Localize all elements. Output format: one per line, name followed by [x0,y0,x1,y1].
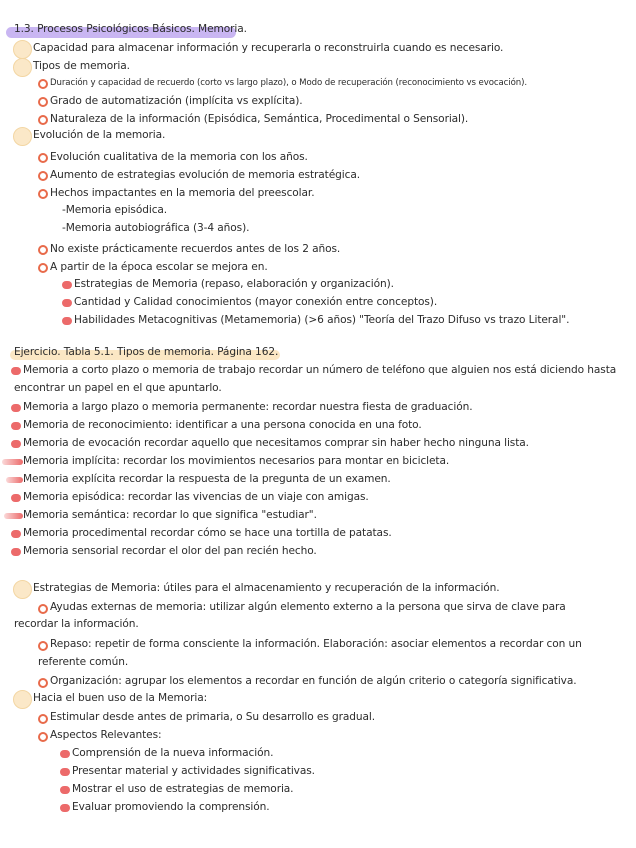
list-item: Memoria de reconocimiento: identificar a una persona conocida en una foto. [23,419,422,431]
bullet-dot-icon [38,245,48,255]
bullet-ring-icon [13,40,32,59]
note-line: -Memoria autobiográfica (3-4 años). [62,222,250,234]
bullet-dot-icon [38,171,48,181]
list-item: Comprensión de la nueva información. [72,747,274,759]
exercise-title: Ejercicio. Tabla 5.1. Tipos de memoria. Página 162. [14,346,279,358]
list-item: Cantidad y Calidad conocimientos (mayor conexión entre conceptos). [74,296,438,308]
bullet-pill-icon [11,548,21,556]
bullet-pill-icon [62,281,72,289]
bullet-dot-icon [38,115,48,125]
list-item: Repaso: repetir de forma consciente la información. Elaboración: asociar elementos a recordar con un [50,638,582,650]
list-item: Mostrar el uso de estrategias de memoria. [72,783,294,795]
list-item: Organización: agrupar los elementos a recordar en función de algún criterio o categoría significativa. [50,675,577,687]
bullet-ring-icon [13,127,32,146]
bullet-pill-icon [11,440,21,448]
list-item: Ayudas externas de memoria: utilizar algún elemento externo a la persona que sirva de clave para [50,601,566,613]
list-item: Grado de automatización (implícita vs explícita). [50,95,303,107]
list-item-continuation: referente común. [38,656,129,668]
list-item: Evolución cualitativa de la memoria con los años. [50,151,308,163]
bullet-dot-icon [38,153,48,163]
list-item: A partir de la época escolar se mejora en. [50,261,268,273]
list-item: Estrategias de Memoria: útiles para el almacenamiento y recuperación de la información. [33,582,500,594]
list-item: Hacia el buen uso de la Memoria: [33,692,208,704]
bullet-dot-icon [38,263,48,273]
list-item: Aumento de estrategias evolución de memoria estratégica. [50,169,361,181]
bullet-dot-icon [38,97,48,107]
list-item: Memoria a largo plazo o memoria permanente: recordar nuestra fiesta de graduación. [23,401,473,413]
list-item: Memoria explícita recordar la respuesta de la pregunta de un examen. [23,473,391,485]
bullet-ring-icon [13,690,32,709]
bullet-pill-icon [11,530,21,538]
list-item: Estrategias de Memoria (repaso, elaboración y organización). [74,278,394,290]
bullet-dot-icon [38,714,48,724]
bullet-dot-icon [38,678,48,688]
list-item: Evolución de la memoria. [33,129,166,141]
bullet-pill-icon [62,317,72,325]
list-item: Memoria sensorial recordar el olor del pan recién hecho. [23,545,317,557]
list-item: Memoria episódica: recordar las vivencias de un viaje con amigas. [23,491,369,503]
list-item: Tipos de memoria. [33,60,130,72]
bullet-streak-icon [4,513,23,519]
bullet-pill-icon [62,299,72,307]
list-item: No existe prácticamente recuerdos antes de los 2 años. [50,243,341,255]
bullet-pill-icon [60,786,70,794]
bullet-pill-icon [11,494,21,502]
list-item: Capacidad para almacenar información y recuperarla o reconstruirla cuando es necesario. [33,42,504,54]
bullet-dot-icon [38,604,48,614]
list-item-continuation: encontrar un papel en el que apuntarlo. [14,382,222,394]
list-item: Presentar material y actividades significativas. [72,765,315,777]
list-item: Memoria de evocación recordar aquello que necesitamos comprar sin haber hecho ninguna lista. [23,437,529,449]
list-item: Naturaleza de la información (Episódica, Semántica, Procedimental o Sensorial). [50,113,469,125]
bullet-pill-icon [60,768,70,776]
bullet-pill-icon [60,804,70,812]
list-item: Evaluar promoviendo la comprensión. [72,801,270,813]
list-item: Memoria implícita: recordar los movimientos necesarios para montar en bicicleta. [23,455,450,467]
list-item: Hechos impactantes en la memoria del preescolar. [50,187,315,199]
list-item-continuation: recordar la información. [14,618,139,630]
bullet-dot-icon [38,641,48,651]
bullet-ring-icon [13,580,32,599]
bullet-streak-icon [2,459,23,465]
list-item: Memoria semántica: recordar lo que significa "estudiar". [23,509,317,521]
list-item: Habilidades Metacognitivas (Metamemoria) (>6 años) "Teoría del Trazo Difuso vs trazo Literal". [74,314,570,326]
bullet-pill-icon [11,404,21,412]
bullet-dot-icon [38,732,48,742]
section-title: 1.3. Procesos Psicológicos Básicos. Memoria. [14,23,247,35]
note-line: -Memoria episódica. [62,204,168,216]
list-item: Memoria procedimental recordar cómo se hace una tortilla de patatas. [23,527,392,539]
list-item: Estimular desde antes de primaria, o Su desarrollo es gradual. [50,711,376,723]
list-item: Duración y capacidad de recuerdo (corto vs largo plazo), o Modo de recuperación (reconocimiento vs evocación). [50,78,527,88]
bullet-ring-icon [13,58,32,77]
list-item: Memoria a corto plazo o memoria de trabajo recordar un número de teléfono que alguien nos está diciendo hasta [23,364,617,376]
bullet-dot-icon [38,189,48,199]
bullet-pill-icon [60,750,70,758]
bullet-pill-icon [11,367,21,375]
list-item: Aspectos Relevantes: [50,729,162,741]
bullet-pill-icon [11,422,21,430]
bullet-dot-icon [38,79,48,89]
bullet-streak-icon [6,477,23,483]
